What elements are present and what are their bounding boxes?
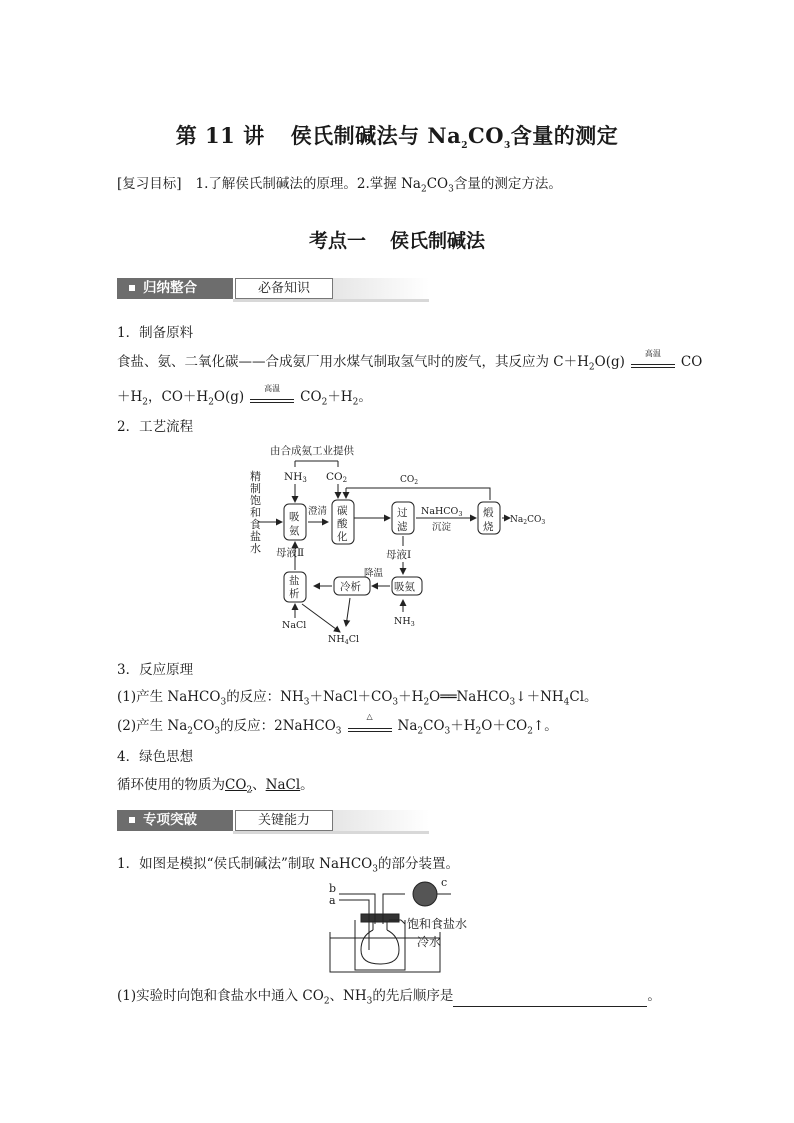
svg-text:澄清: 澄清: [308, 506, 328, 517]
svg-text:a: a: [329, 894, 336, 907]
reaction-arrow: 高温: [631, 355, 675, 371]
reaction-1: (1)产生 NaHCO$_3$的反应：$NH_3+NaCl+CO_3+H_2O══NaHCO_3↓+NH_4Cl$。: [117, 689, 598, 708]
section-heading: 考点一 侯氏制碱法: [308, 230, 486, 252]
question-1: 1．如图是模拟“侯氏制碱法”制取 NaHCO$_3$的部分装置。: [117, 856, 459, 875]
recycle-line: 循环使用的物质为$CO_2$、NaCl。: [117, 777, 314, 796]
svg-text:NaCl: NaCl: [282, 620, 307, 631]
cold-water-label: 冷水: [417, 935, 442, 949]
square-icon: [129, 285, 135, 291]
svg-text:吸氨: 吸氨: [394, 581, 415, 593]
supply-label: 由合成氨工业提供: [270, 445, 354, 457]
feed-label: 精制饱和食盐水: [250, 470, 261, 555]
answer-nacl: NaCl: [265, 777, 301, 793]
svg-text:b: b: [329, 882, 337, 895]
svg-text:NH3: $NH_3$: [394, 616, 415, 628]
svg-text:c: c: [441, 880, 448, 889]
svg-text:沉淀: 沉淀: [432, 522, 452, 533]
reaction-arrow: △: [348, 719, 392, 735]
svg-text:CO2: CO2: [326, 471, 348, 484]
answer-co2: $CO_2$: [225, 777, 253, 796]
heading-raw-materials: 1．制备原料: [117, 325, 194, 341]
review-goals: [复习目标] 1.了解侯氏制碱法的原理。2.掌握 $Na_2CO_3$含量的测定方法。: [117, 176, 562, 195]
svg-text:降温: 降温: [364, 568, 384, 579]
reaction-2: (2)产生 $Na_2CO_3$的反应：2NaHCO$_3$ △ $Na_2CO_3+H_2O+CO_2↑$。: [117, 711, 558, 737]
svg-text:碳酸化: 碳酸化: [337, 505, 348, 543]
process-flow-diagram: [240, 438, 560, 650]
svg-text:煅烧: 煅烧: [483, 507, 494, 533]
svg-text:NaHCO3: NaHCO$_3$: [421, 506, 463, 518]
square-icon: [129, 817, 135, 823]
banner-tag: 关键能力: [235, 810, 333, 831]
reaction-arrow: 高温: [250, 390, 294, 406]
svg-text:盐析: 盐析: [289, 575, 300, 600]
heading-reaction-principle: 3．反应原理: [117, 662, 194, 678]
brine-label: 饱和食盐水: [407, 917, 468, 931]
mother-liquor-1: 母液Ⅰ: [386, 549, 412, 561]
page-title: 第 11 讲 侯氏制碱法与 $Na_2CO_3$含量的测定: [175, 123, 619, 152]
raw-materials-line-2: $+H_2$，$CO+H_2O(g)$ 高温 $CO_2+H_2$。: [117, 383, 372, 408]
mother-liquor-2: 母液Ⅱ: [276, 547, 305, 559]
goal-label: [复习目标]: [117, 176, 182, 192]
lecture-number: 第 11 讲: [175, 123, 265, 148]
raw-materials-line-1: 食盐、氨、二氧化碳——合成氨厂用水煤气制取氢气时的废气，其反应为 $C+H_2O(g)$ 高温 CO: [117, 348, 703, 373]
svg-text:NH3: NH3: [284, 471, 307, 484]
banner-summary: 归纳整合 必备知识: [117, 278, 429, 302]
svg-text:过滤: 过滤: [397, 507, 408, 533]
banner-tag: 必备知识: [235, 278, 333, 299]
answer-blank[interactable]: [453, 992, 647, 1007]
svg-text:CO2: $CO_2$: [400, 475, 419, 486]
heading-green-idea: 4．绿色思想: [117, 749, 194, 765]
heading-process-flow: 2．工艺流程: [117, 419, 194, 435]
apparatus-diagram: [325, 880, 475, 976]
svg-text:NH4Cl: $NH_4Cl$: [328, 634, 360, 646]
banner-practice: 专项突破 关键能力: [117, 810, 429, 834]
question-1-1: (1)实验时向饱和食盐水中通入 $CO_2$、$NH_3$的先后顺序是 。: [117, 988, 661, 1007]
svg-text:冷析: 冷析: [340, 581, 361, 593]
svg-text:Na2CO3: $Na_2CO_3$: [510, 515, 546, 526]
svg-text:吸氨: 吸氨: [289, 511, 300, 537]
